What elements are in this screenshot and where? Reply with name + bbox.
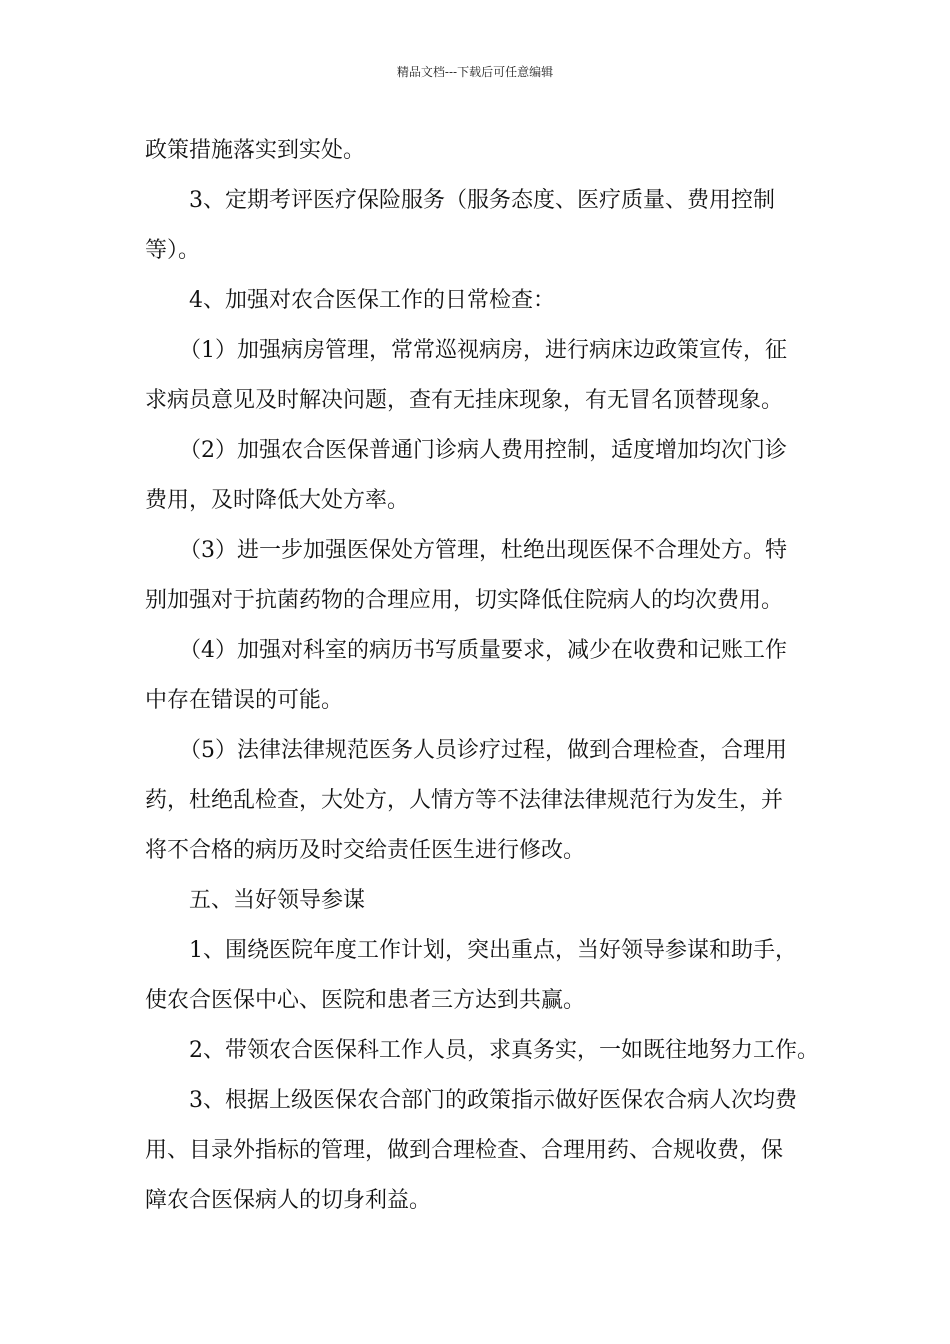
- text-line: 2、带领农合医保科工作人员，求真务实，一如既往地努力工作。: [189, 1038, 819, 1063]
- text-line: 4、加强对农合医保工作的日常检查：: [189, 288, 555, 313]
- text-line: （4）加强对科室的病历书写质量要求，减少在收费和记账工作: [179, 638, 787, 663]
- text-line: （5）法律法律规范医务人员诊疗过程，做到合理检查，合理用: [179, 738, 787, 763]
- text-line: 求病员意见及时解决问题，查有无挂床现象，有无冒名顶替现象。: [145, 388, 784, 413]
- text-line: 用、目录外指标的管理，做到合理检查、合理用药、合规收费，保: [145, 1138, 784, 1163]
- text-line: 1、围绕医院年度工作计划，突出重点，当好领导参谋和助手，: [189, 938, 797, 963]
- text-line: 药，杜绝乱检查，大处方，人情方等不法律法律规范行为发生，并: [145, 788, 784, 813]
- text-line: 使农合医保中心、医院和患者三方达到共赢。: [145, 988, 586, 1013]
- text-line: （3）进一步加强医保处方管理，杜绝出现医保不合理处方。特: [179, 538, 787, 563]
- text-line: 障农合医保病人的切身利益。: [145, 1188, 432, 1213]
- document-body: [145, 126, 819, 1226]
- text-line: 别加强对于抗菌药物的合理应用，切实降低住院病人的均次费用。: [145, 588, 784, 613]
- text-line: 3、根据上级医保农合部门的政策指示做好医保农合病人次均费: [189, 1088, 797, 1113]
- section-heading: 五、当好领导参谋: [189, 888, 366, 913]
- text-line: 将不合格的病历及时交给责任医生进行修改。: [145, 838, 586, 863]
- text-line: 3、定期考评医疗保险服务（服务态度、医疗质量、费用控制: [189, 188, 775, 213]
- page-header: 精品文档---下载后可任意编辑: [396, 65, 554, 79]
- text-line: 政策措施落实到实处。: [145, 138, 366, 163]
- text-line: 中存在错误的可能。: [145, 688, 344, 713]
- text-line: 费用，及时降低大处方率。: [145, 488, 410, 513]
- text-line: （2）加强农合医保普通门诊病人费用控制，适度增加均次门诊: [179, 438, 787, 463]
- text-line: （1）加强病房管理，常常巡视病房，进行病床边政策宣传，征: [179, 338, 787, 363]
- text-line: 等）。: [145, 238, 201, 263]
